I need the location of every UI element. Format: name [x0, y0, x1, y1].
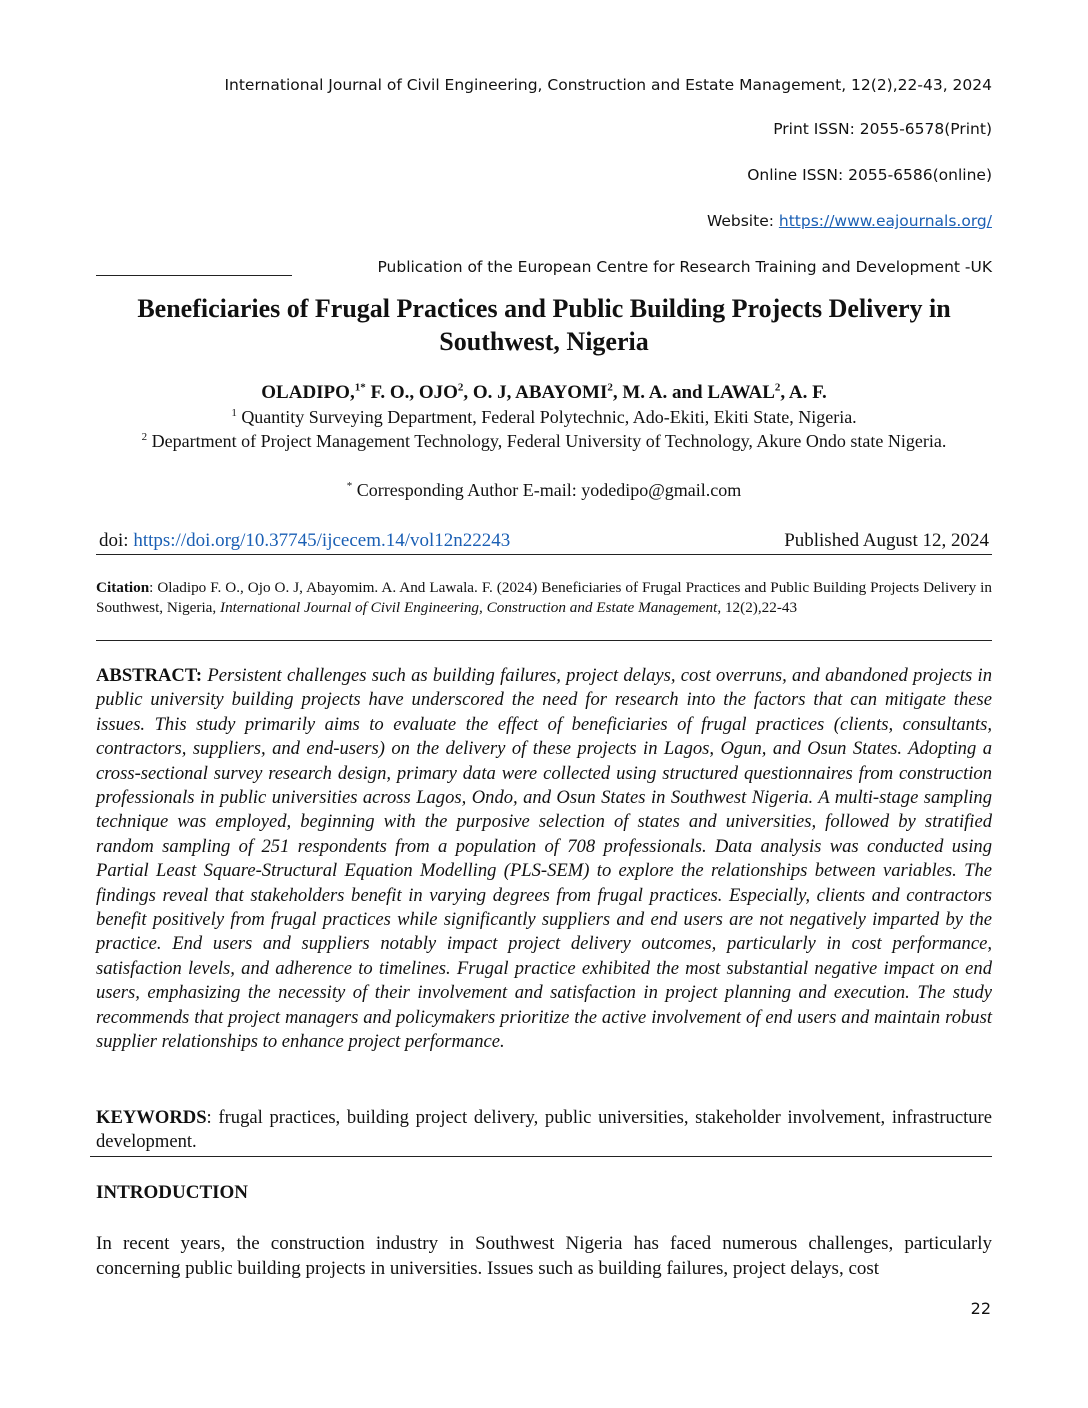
page-number: 22	[970, 1299, 991, 1318]
website-label: Website:	[706, 212, 779, 230]
citation-text: : Oladipo F. O., Ojo O. J, Abayomim. A. And Lawala. F. (2024) Beneficiaries of Frugal Practices and Public Building Projects Delivery in Southwest, Nigeria,	[96, 579, 992, 616]
doi-link[interactable]: https://doi.org/10.37745/ijcecem.14/vol12n22243	[133, 530, 511, 551]
author-text: , O. J, ABAYOMI	[463, 382, 608, 403]
website-link[interactable]: https://www.eajournals.org/	[778, 212, 992, 230]
keywords-label: KEYWORDS	[96, 1107, 207, 1128]
author-sup: 2	[607, 381, 613, 394]
citation-text: , 12(2),22-43	[717, 598, 798, 616]
affiliation-text: Quantity Surveying Department, Federal Polytechnic, Ado-Ekiti, Ekiti State, Nigeria.	[236, 407, 857, 427]
doi-line	[99, 530, 510, 552]
paper-title: Beneficiaries of Frugal Practices and Public Building Projects Delivery in Southwest, Nigeria	[137, 294, 951, 356]
author-text: F. O., OJO	[365, 382, 458, 403]
affiliation-sup: 2	[141, 431, 148, 443]
published-date: Published August 12, 2024	[784, 530, 989, 551]
author-text: , M. A. and LAWAL	[612, 382, 775, 403]
author-text: , A. F.	[780, 382, 827, 403]
author-list	[96, 381, 992, 404]
citation-journal: International Journal of Civil Engineering, Construction and Estate Management	[220, 598, 718, 616]
author-sup: 2	[457, 381, 464, 394]
abstract	[96, 664, 992, 1055]
abstract-text: Persistent challenges such as building failures, project delays, cost overruns, and abandoned projects in public university building projects have underscored the need for research into the factors that can mitigate these issues. This study primarily aims to evaluate the effect of beneficiaries of frugal practices (clients, consultants, contractors, suppliers, and end-users) on the delivery of these projects in Lagos, Ogun, and Osun States. Adopting a cross-sectional survey research design, primary data were collected using structured questionnaires from construction professionals in public universities across Lagos, Ondo, and Osun States in Southwest Nigeria. A multi-stage sampling technique was employed, beginning with the purposive selection of states and universities, followed by stratified random sampling of 251 respondents from a population of 708 professionals. Data analysis was conducted using Partial Least Square-Structural Equation Modelling (PLS-SEM) to explore the relationships between variables. The findings reveal that stakeholders benefit in varying degrees from frugal practices. Especially, clients and contractors benefit positively from frugal practices while significantly suppliers and end users are not negatively imparted by the practice. End users and suppliers notably impact project delivery outcomes, particularly in cost performance, satisfaction levels, and adherence to timelines. Frugal practice exhibited the most substantial negative impact on end users, emphasizing the necessity of their involvement and satisfaction in project planning and execution. The study recommends that project managers and policymakers prioritize the active involvement of end users and maintain robust supplier relationships to enhance project performance.	[96, 665, 992, 1053]
keywords-rule	[90, 1156, 992, 1157]
publisher-line: Publication of the European Centre for Research Training and Development -UK	[377, 258, 992, 276]
abstract-label: ABSTRACT:	[96, 665, 203, 686]
author-text: OLADIPO,	[261, 382, 355, 403]
affiliation-sup: 1	[231, 407, 237, 419]
doi-label: doi:	[99, 530, 134, 551]
corresponding-text: Corresponding Author E-mail: yodedipo@gmail.com	[352, 480, 742, 500]
print-issn: Print ISSN: 2055-6578(Print)	[773, 120, 992, 138]
intro-paragraph: In recent years, the construction industry in Southwest Nigeria has faced numerous challenges, particularly concerning public building projects in universities. Issues such as building failures, project delays, cost	[96, 1233, 992, 1279]
doi-rule	[96, 554, 992, 555]
journal-line: International Journal of Civil Engineering, Construction and Estate Management, 12(2),22-43, 2024	[224, 76, 992, 94]
section-heading: INTRODUCTION	[96, 1182, 249, 1203]
keywords	[96, 1106, 992, 1155]
corresponding-author	[96, 479, 992, 502]
corresponding-sup: *	[346, 480, 353, 492]
citation	[96, 578, 992, 617]
header-rule	[96, 275, 292, 276]
citation-label: Citation	[96, 579, 150, 596]
citation-rule	[96, 640, 992, 641]
keywords-text: : frugal practices, building project delivery, public universities, stakeholder involvement, infrastructure development.	[96, 1107, 992, 1153]
author-sup: 2	[774, 381, 781, 394]
affiliation-2	[96, 430, 992, 453]
affiliation-1	[96, 406, 992, 429]
website-line	[707, 212, 992, 230]
online-issn: Online ISSN: 2055-6586(online)	[747, 166, 992, 184]
author-sup: 1*	[354, 381, 366, 394]
affiliation-text: Department of Project Management Technology, Federal University of Technology, Akure Ondo state Nigeria.	[147, 431, 947, 451]
